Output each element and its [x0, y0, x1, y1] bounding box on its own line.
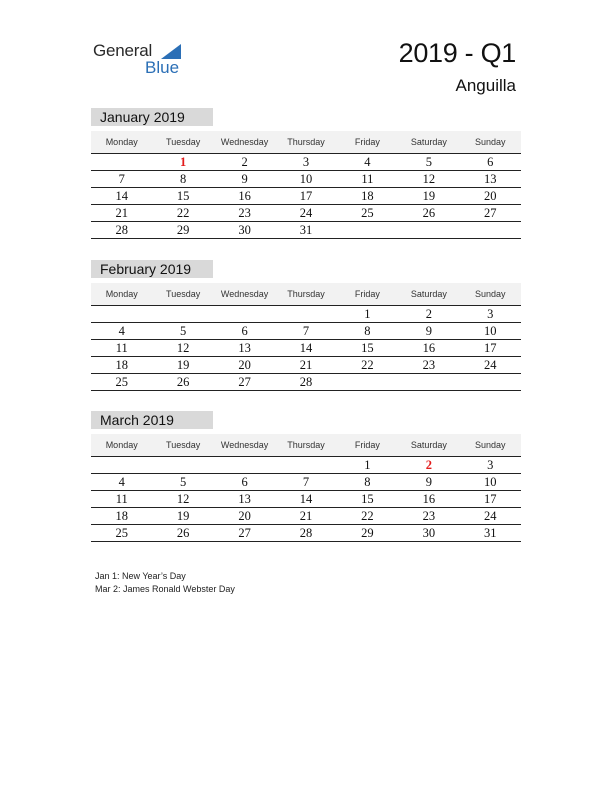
weekday-header: Monday — [105, 440, 138, 450]
day-cell: 23 — [422, 357, 436, 372]
day-cell: 30 — [238, 222, 251, 237]
day-cell: 27 — [484, 205, 497, 220]
weekday-header: Thursday — [287, 440, 325, 450]
day-cell: 7 — [302, 323, 310, 338]
week-row — [91, 525, 521, 542]
day-cell: 12 — [176, 340, 190, 355]
weekday-header-row — [91, 131, 521, 154]
day-cell: 14 — [115, 188, 128, 203]
weekday-header: Thursday — [287, 137, 325, 147]
week-row — [91, 306, 521, 323]
day-cell: 8 — [180, 171, 187, 186]
day-cell: 10 — [484, 474, 497, 489]
week-row — [91, 474, 521, 491]
month-calendar-february — [91, 260, 521, 391]
day-cell: 13 — [238, 340, 251, 355]
day-cell: 9 — [425, 474, 432, 489]
week-row — [91, 222, 521, 239]
weekday-header: Saturday — [410, 289, 447, 299]
day-cell: 29 — [361, 525, 374, 540]
day-cell: 9 — [425, 323, 432, 338]
day-cell: 28 — [299, 374, 313, 389]
day-cell: 19 — [176, 508, 190, 523]
month-label: February 2019 — [91, 260, 213, 278]
day-cell: 13 — [238, 491, 251, 506]
day-cell: 6 — [487, 154, 494, 169]
day-cell: 22 — [361, 357, 374, 372]
weekday-header: Friday — [354, 289, 380, 299]
day-cell: 3 — [302, 154, 310, 169]
day-cell: 16 — [422, 491, 436, 506]
day-cell: 3 — [487, 457, 494, 472]
day-cell: 21 — [299, 357, 313, 372]
holiday-notes — [95, 570, 235, 595]
weekday-header: Sunday — [475, 440, 506, 450]
holiday-day-cell: 1 — [180, 154, 187, 169]
day-cell: 20 — [484, 188, 497, 203]
day-cell: 4 — [364, 154, 371, 169]
day-cell: 15 — [361, 491, 374, 506]
week-row — [91, 188, 521, 205]
weekday-header: Monday — [105, 137, 138, 147]
weekday-header: Sunday — [475, 289, 506, 299]
day-cell: 17 — [484, 491, 497, 506]
day-cell: 11 — [115, 340, 128, 355]
day-cell: 11 — [361, 171, 374, 186]
day-cell: 12 — [176, 491, 190, 506]
logo-text-general: General — [93, 41, 153, 60]
week-row — [91, 374, 521, 391]
day-cell: 28 — [115, 222, 128, 237]
day-cell: 29 — [176, 222, 190, 237]
page-title: 2019 - Q1 — [398, 38, 516, 68]
logo-triangle-icon — [161, 44, 181, 59]
day-cell: 5 — [180, 474, 187, 489]
day-cell: 8 — [364, 474, 371, 489]
day-cell: 21 — [299, 508, 313, 523]
day-cell: 11 — [115, 491, 128, 506]
day-cell: 1 — [364, 306, 371, 321]
week-row — [91, 508, 521, 525]
day-cell: 24 — [484, 508, 497, 523]
day-cell: 7 — [302, 474, 310, 489]
day-cell: 10 — [484, 323, 497, 338]
day-cell: 17 — [299, 188, 313, 203]
day-cell: 17 — [484, 340, 497, 355]
generalblue-logo — [93, 41, 193, 77]
day-cell: 1 — [364, 457, 371, 472]
day-cell: 19 — [176, 357, 190, 372]
day-cell: 15 — [176, 188, 190, 203]
day-cell: 6 — [241, 474, 248, 489]
day-cell: 18 — [115, 508, 128, 523]
day-cell: 28 — [299, 525, 313, 540]
week-row — [91, 491, 521, 508]
week-row — [91, 171, 521, 188]
weekday-header: Friday — [354, 137, 380, 147]
weekday-header: Saturday — [410, 137, 447, 147]
week-row — [91, 457, 521, 474]
month-label: January 2019 — [91, 108, 213, 126]
day-cell: 10 — [299, 171, 313, 186]
day-cell: 30 — [422, 525, 436, 540]
holiday-day-cell: 2 — [425, 457, 432, 472]
weekday-header: Tuesday — [166, 289, 201, 299]
month-calendar-january — [91, 108, 521, 239]
day-cell: 8 — [364, 323, 371, 338]
day-cell: 15 — [361, 340, 374, 355]
day-cell: 5 — [425, 154, 432, 169]
weekday-header: Saturday — [410, 440, 447, 450]
weekday-header: Wednesday — [220, 440, 269, 450]
day-cell: 31 — [299, 222, 313, 237]
holiday-note: Jan 1: New Year’s Day — [95, 571, 186, 581]
weekday-header: Friday — [354, 440, 380, 450]
country-subtitle: Anguilla — [455, 76, 516, 95]
month-label: March 2019 — [91, 411, 213, 429]
day-cell: 16 — [238, 188, 251, 203]
day-cell: 26 — [176, 525, 190, 540]
day-cell: 14 — [299, 491, 313, 506]
day-cell: 26 — [422, 205, 436, 220]
day-cell: 25 — [361, 205, 374, 220]
week-row — [91, 154, 521, 171]
day-cell: 22 — [176, 205, 190, 220]
weekday-header: Tuesday — [166, 440, 201, 450]
day-cell: 24 — [484, 357, 497, 372]
weekday-header: Thursday — [287, 289, 325, 299]
day-cell: 5 — [180, 323, 187, 338]
logo-text-blue: Blue — [145, 58, 180, 77]
day-cell: 4 — [118, 323, 125, 338]
weekday-header: Monday — [105, 289, 138, 299]
day-cell: 20 — [238, 357, 251, 372]
day-cell: 2 — [241, 154, 248, 169]
day-cell: 7 — [118, 171, 125, 186]
day-cell: 20 — [238, 508, 251, 523]
day-cell: 24 — [299, 205, 313, 220]
month-calendar-march — [91, 411, 521, 542]
holiday-note: Mar 2: James Ronald Webster Day — [95, 583, 235, 594]
day-cell: 27 — [238, 374, 251, 389]
day-cell: 19 — [422, 188, 436, 203]
day-cell: 26 — [176, 374, 190, 389]
day-cell: 13 — [484, 171, 497, 186]
day-cell: 18 — [115, 357, 128, 372]
day-cell: 25 — [115, 525, 128, 540]
weekday-header: Wednesday — [220, 137, 269, 147]
week-row — [91, 340, 521, 357]
day-cell: 3 — [487, 306, 494, 321]
weekday-header-row — [91, 283, 521, 306]
day-cell: 21 — [115, 205, 128, 220]
weekday-header: Wednesday — [220, 289, 269, 299]
week-row — [91, 357, 521, 374]
day-cell: 6 — [241, 323, 248, 338]
day-cell: 22 — [361, 508, 374, 523]
day-cell: 25 — [115, 374, 128, 389]
day-cell: 27 — [238, 525, 251, 540]
weekday-header: Tuesday — [166, 137, 201, 147]
day-cell: 16 — [422, 340, 436, 355]
day-cell: 23 — [238, 205, 251, 220]
week-row — [91, 323, 521, 340]
day-cell: 9 — [241, 171, 248, 186]
week-row — [91, 205, 521, 222]
weekday-header: Sunday — [475, 137, 506, 147]
day-cell: 18 — [361, 188, 374, 203]
day-cell: 12 — [422, 171, 436, 186]
day-cell: 2 — [425, 306, 432, 321]
weekday-header-row — [91, 434, 521, 457]
day-cell: 14 — [299, 340, 313, 355]
day-cell: 31 — [484, 525, 497, 540]
day-cell: 23 — [422, 508, 436, 523]
day-cell: 4 — [118, 474, 125, 489]
